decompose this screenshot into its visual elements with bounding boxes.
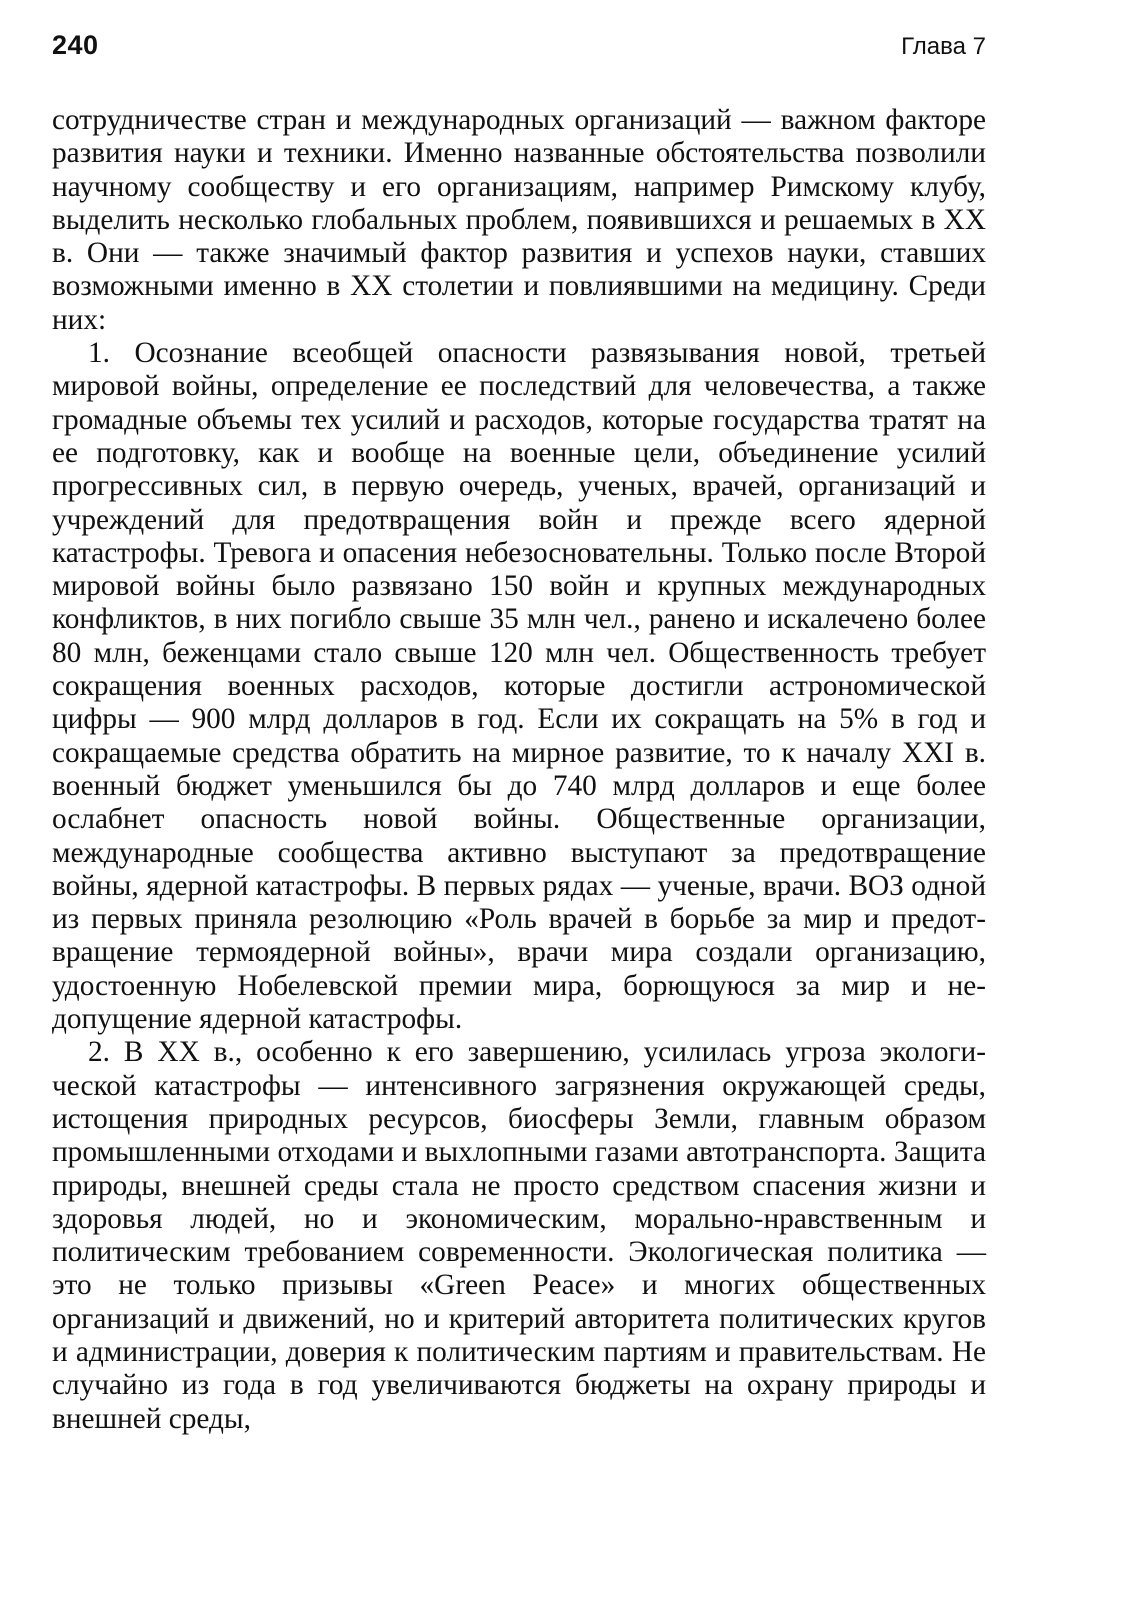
paragraph-item-1: 1. Осознание всеобщей опасности развязывания новой, третьей мировой войны, определение ее последствий для человечества, а также громадные объемы тех усилий и расходов, которые государства тратят на ее подготовку, как и вообще на военные цели, объединение усилий прогрессивных сил, в первую очередь, ученых, врачей, организаций и учреждений для предотвращения войн и прежде всего ядерной катастрофы. Тревога и опасения небезосновательны. Только после Второй мировой войны было развязано 150 войн и крупных международных конфликтов, в них погибло свыше 35 млн чел., ранено и искалечено более 80 млн, беженцами стало свыше 120 млн чел. Общественность требует сокращения военных расходов, которые достигли астрономической цифры — 900 млрд долларов в год. Если их сокращать на 5% в год и сокращаемые средства обратить на мирное развитие, то к началу XXI в. военный бюджет уменьшился бы до 740 млрд долларов и еще более ослабнет опасность новой войны. Общественные организации, международные сообщества активно выступают за предотвращение войны, ядерной катастрофы. В первых рядах — ученые, врачи. ВОЗ одной из первых приняла резолюцию «Роль врачей в борьбе за мир и предотвращение термоядерной войны», врачи мира создали организацию, удостоенную Нобелевской премии мира, борющуюся за мир и недопущение ядерной катастрофы. [52,337,986,1036]
body-text [52,104,986,1436]
book-page [52,30,986,1436]
running-head: Глава 7 [901,33,986,60]
page-number: 240 [52,30,99,60]
paragraph-continuation: сотрудничестве стран и международных организаций — важном факторе развития науки и техники. Именно названные обстоятельства позволили научному сообществу и его организациям, например Римскому клубу, выделить несколько глобальных проблем, появившихся и решаемых в XX в. Они — также значимый фактор развития и успехов науки, ставших возможными именно в XX столетии и повлиявшими на медицину. Среди них: [52,104,986,336]
page-header [52,30,986,90]
paragraph-item-2: 2. В XX в., особенно к его завершению, усилилась угроза экологической катастрофы — интенсивного загрязнения окружающей среды, истощения природных ресурсов, биосферы Земли, главным образом промышленными отходами и выхлопными газами автотранспорта. Защита природы, внешней среды стала не просто средством спасения жизни и здоровья людей, но и экономическим, морально-нравственным и политическим требованием современности. Экологическая политика — это не только призывы «Green Peace» и многих общественных организаций и движений, но и критерий авторитета политических кругов и администрации, доверия к политическим партиям и правительствам. Не случайно из года в год увеличиваются бюджеты на охрану природы и внешней среды, [52,1036,986,1435]
